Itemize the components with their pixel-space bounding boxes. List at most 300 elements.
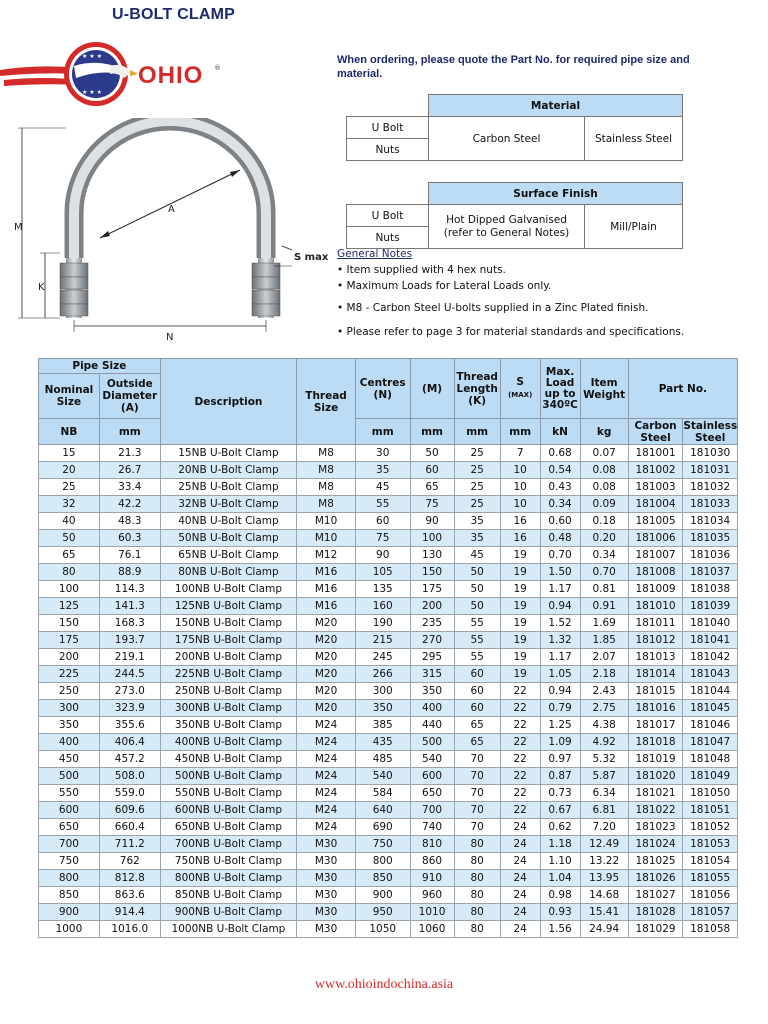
cell-stainless-part: 181037 — [683, 564, 738, 581]
material-table — [346, 94, 683, 249]
cell-carbon-part: 181005 — [628, 513, 683, 530]
cell-m: 90 — [410, 513, 454, 530]
cell-carbon-part: 181001 — [628, 445, 683, 462]
cell-s: 22 — [500, 717, 540, 734]
cell-nominal: 450 — [39, 751, 100, 768]
cell-weight: 6.81 — [580, 802, 628, 819]
material-nuts-label: Nuts — [347, 139, 429, 161]
cell-centres: 55 — [355, 496, 410, 513]
unit-centres: mm — [355, 419, 410, 445]
cell-load: 0.98 — [540, 887, 580, 904]
cell-thread-length: 70 — [454, 802, 500, 819]
dim-a-label: A — [168, 204, 175, 215]
cell-description: 400NB U-Bolt Clamp — [160, 734, 296, 751]
cell-thread-length: 80 — [454, 836, 500, 853]
cell-stainless-part: 181041 — [683, 632, 738, 649]
cell-s: 24 — [500, 870, 540, 887]
finish-mill: Mill/Plain — [585, 205, 683, 249]
cell-stainless-part: 181053 — [683, 836, 738, 853]
cell-od: 42.2 — [99, 496, 160, 513]
cell-stainless-part: 181055 — [683, 870, 738, 887]
dim-smax-label: S max — [294, 252, 329, 263]
table-row — [39, 700, 738, 717]
cell-thread: M8 — [297, 445, 356, 462]
cell-thread-length: 50 — [454, 581, 500, 598]
cell-thread: M8 — [297, 496, 356, 513]
cell-load: 0.34 — [540, 496, 580, 513]
cell-od: 26.7 — [99, 462, 160, 479]
table-row — [39, 445, 738, 462]
cell-weight: 0.81 — [580, 581, 628, 598]
cell-nominal: 100 — [39, 581, 100, 598]
cell-thread: M30 — [297, 853, 356, 870]
unit-load: kN — [540, 419, 580, 445]
cell-carbon-part: 181029 — [628, 921, 683, 938]
cell-m: 235 — [410, 615, 454, 632]
cell-weight: 0.09 — [580, 496, 628, 513]
cell-thread: M20 — [297, 632, 356, 649]
table-row — [39, 734, 738, 751]
cell-nominal: 200 — [39, 649, 100, 666]
cell-m: 1010 — [410, 904, 454, 921]
cell-s: 24 — [500, 904, 540, 921]
cell-thread: M24 — [297, 802, 356, 819]
cell-s: 7 — [500, 445, 540, 462]
cell-thread-length: 80 — [454, 904, 500, 921]
cell-od: 406.4 — [99, 734, 160, 751]
table-row — [39, 853, 738, 870]
cell-description: 40NB U-Bolt Clamp — [160, 513, 296, 530]
cell-weight: 5.32 — [580, 751, 628, 768]
cell-load: 0.62 — [540, 819, 580, 836]
table-row — [39, 904, 738, 921]
cell-s: 16 — [500, 513, 540, 530]
cell-thread: M16 — [297, 598, 356, 615]
cell-centres: 485 — [355, 751, 410, 768]
cell-carbon-part: 181002 — [628, 462, 683, 479]
table-row — [39, 802, 738, 819]
cell-load: 0.93 — [540, 904, 580, 921]
cell-weight: 13.22 — [580, 853, 628, 870]
cell-nominal: 125 — [39, 598, 100, 615]
cell-weight: 0.08 — [580, 462, 628, 479]
cell-stainless-part: 181045 — [683, 700, 738, 717]
cell-m: 1060 — [410, 921, 454, 938]
cell-description: 200NB U-Bolt Clamp — [160, 649, 296, 666]
cell-description: 100NB U-Bolt Clamp — [160, 581, 296, 598]
cell-s: 22 — [500, 683, 540, 700]
cell-thread: M30 — [297, 887, 356, 904]
cell-m: 960 — [410, 887, 454, 904]
cell-thread-length: 50 — [454, 598, 500, 615]
cell-od: 273.0 — [99, 683, 160, 700]
cell-load: 0.68 — [540, 445, 580, 462]
cell-s: 19 — [500, 547, 540, 564]
table-row — [39, 785, 738, 802]
finish-ubolt-label: U Bolt — [347, 205, 429, 227]
cell-thread-length: 55 — [454, 632, 500, 649]
unit-m: mm — [410, 419, 454, 445]
cell-description: 500NB U-Bolt Clamp — [160, 768, 296, 785]
cell-stainless-part: 181033 — [683, 496, 738, 513]
cell-thread-length: 25 — [454, 462, 500, 479]
cell-nominal: 50 — [39, 530, 100, 547]
cell-carbon-part: 181013 — [628, 649, 683, 666]
cell-thread: M30 — [297, 921, 356, 938]
cell-carbon-part: 181017 — [628, 717, 683, 734]
cell-thread: M16 — [297, 581, 356, 598]
header-item-weight: Item Weight — [580, 359, 628, 419]
header-thread-size: Thread Size — [297, 359, 356, 445]
cell-m: 75 — [410, 496, 454, 513]
cell-centres: 435 — [355, 734, 410, 751]
cell-thread-length: 80 — [454, 870, 500, 887]
cell-weight: 2.75 — [580, 700, 628, 717]
cell-centres: 75 — [355, 530, 410, 547]
cell-od: 457.2 — [99, 751, 160, 768]
cell-load: 1.18 — [540, 836, 580, 853]
cell-load: 0.67 — [540, 802, 580, 819]
cell-description: 125NB U-Bolt Clamp — [160, 598, 296, 615]
cell-stainless-part: 181032 — [683, 479, 738, 496]
cell-od: 355.6 — [99, 717, 160, 734]
cell-thread-length: 80 — [454, 921, 500, 938]
cell-nominal: 750 — [39, 853, 100, 870]
general-notes-title: General Notes — [337, 248, 413, 260]
cell-stainless-part: 181035 — [683, 530, 738, 547]
table-row — [39, 751, 738, 768]
table-row — [39, 598, 738, 615]
cell-nominal: 600 — [39, 802, 100, 819]
cell-m: 200 — [410, 598, 454, 615]
cell-m: 350 — [410, 683, 454, 700]
cell-carbon-part: 181004 — [628, 496, 683, 513]
cell-thread: M24 — [297, 768, 356, 785]
logo-registered-mark: ® — [214, 64, 221, 72]
cell-carbon-part: 181003 — [628, 479, 683, 496]
cell-load: 0.48 — [540, 530, 580, 547]
page-title: U-BOLT CLAMP — [112, 6, 235, 23]
cell-od: 508.0 — [99, 768, 160, 785]
cell-centres: 35 — [355, 462, 410, 479]
cell-thread-length: 65 — [454, 734, 500, 751]
cell-centres: 160 — [355, 598, 410, 615]
cell-thread-length: 70 — [454, 751, 500, 768]
table-row — [39, 547, 738, 564]
cell-m: 600 — [410, 768, 454, 785]
cell-thread: M20 — [297, 683, 356, 700]
cell-od: 863.6 — [99, 887, 160, 904]
cell-s: 19 — [500, 615, 540, 632]
cell-carbon-part: 181022 — [628, 802, 683, 819]
cell-description: 750NB U-Bolt Clamp — [160, 853, 296, 870]
cell-carbon-part: 181016 — [628, 700, 683, 717]
table-row — [39, 632, 738, 649]
cell-load: 1.04 — [540, 870, 580, 887]
cell-centres: 30 — [355, 445, 410, 462]
cell-thread-length: 55 — [454, 649, 500, 666]
cell-thread: M20 — [297, 666, 356, 683]
cell-carbon-part: 181012 — [628, 632, 683, 649]
cell-stainless-part: 181049 — [683, 768, 738, 785]
cell-od: 660.4 — [99, 819, 160, 836]
cell-weight: 1.85 — [580, 632, 628, 649]
cell-load: 0.94 — [540, 683, 580, 700]
cell-description: 225NB U-Bolt Clamp — [160, 666, 296, 683]
header-stainless-steel: Stainless Steel — [683, 419, 738, 444]
cell-description: 20NB U-Bolt Clamp — [160, 462, 296, 479]
cell-nominal: 20 — [39, 462, 100, 479]
cell-stainless-part: 181050 — [683, 785, 738, 802]
unit-od: mm — [99, 419, 160, 445]
cell-weight: 12.49 — [580, 836, 628, 853]
cell-centres: 950 — [355, 904, 410, 921]
note-item: • Item supplied with 4 hex nuts. — [337, 262, 757, 278]
table-row — [39, 479, 738, 496]
cell-thread-length: 65 — [454, 717, 500, 734]
table-row — [39, 887, 738, 904]
cell-m: 130 — [410, 547, 454, 564]
cell-description: 25NB U-Bolt Clamp — [160, 479, 296, 496]
cell-load: 1.17 — [540, 649, 580, 666]
cell-thread: M20 — [297, 649, 356, 666]
table-row — [39, 513, 738, 530]
header-outside-diameter: Outside Diameter (A) — [99, 374, 160, 419]
cell-thread-length: 60 — [454, 683, 500, 700]
table-row — [39, 496, 738, 513]
cell-od: 48.3 — [99, 513, 160, 530]
cell-stainless-part: 181043 — [683, 666, 738, 683]
cell-thread: M24 — [297, 785, 356, 802]
cell-od: 60.3 — [99, 530, 160, 547]
cell-nominal: 65 — [39, 547, 100, 564]
header-nominal-size: Nominal Size — [39, 374, 100, 419]
unit-thread-length: mm — [454, 419, 500, 445]
cell-stainless-part: 181054 — [683, 853, 738, 870]
cell-description: 32NB U-Bolt Clamp — [160, 496, 296, 513]
cell-centres: 135 — [355, 581, 410, 598]
cell-od: 559.0 — [99, 785, 160, 802]
header-pipe-size: Pipe Size — [39, 359, 161, 374]
footer-url[interactable]: www.ohioindochina.asia — [314, 977, 454, 992]
cell-description: 65NB U-Bolt Clamp — [160, 547, 296, 564]
cell-nominal: 80 — [39, 564, 100, 581]
cell-centres: 690 — [355, 819, 410, 836]
cell-thread-length: 70 — [454, 768, 500, 785]
cell-od: 21.3 — [99, 445, 160, 462]
unit-weight: kg — [580, 419, 628, 445]
note-item: • M8 - Carbon Steel U-bolts supplied in a Zinc Plated finish. — [337, 300, 757, 316]
cell-carbon-part: 181020 — [628, 768, 683, 785]
cell-m: 65 — [410, 479, 454, 496]
cell-od: 609.6 — [99, 802, 160, 819]
cell-nominal: 650 — [39, 819, 100, 836]
header-part-no: Part No. — [628, 359, 737, 419]
cell-thread: M24 — [297, 819, 356, 836]
cell-weight: 0.91 — [580, 598, 628, 615]
cell-od: 168.3 — [99, 615, 160, 632]
table-row — [39, 462, 738, 479]
cell-s: 10 — [500, 479, 540, 496]
spec-table-body — [39, 445, 738, 938]
cell-load: 1.17 — [540, 581, 580, 598]
cell-m: 540 — [410, 751, 454, 768]
finish-nuts-label: Nuts — [347, 227, 429, 249]
header-s-max: (MAX) — [508, 391, 533, 399]
cell-carbon-part: 181011 — [628, 615, 683, 632]
cell-nominal: 800 — [39, 870, 100, 887]
cell-weight: 0.34 — [580, 547, 628, 564]
cell-centres: 800 — [355, 853, 410, 870]
ordering-note: When ordering, please quote the Part No. for required pipe size and material. — [337, 54, 690, 80]
cell-thread: M8 — [297, 462, 356, 479]
cell-weight: 24.94 — [580, 921, 628, 938]
cell-carbon-part: 181009 — [628, 581, 683, 598]
cell-od: 711.2 — [99, 836, 160, 853]
cell-s: 19 — [500, 632, 540, 649]
cell-stainless-part: 181039 — [683, 598, 738, 615]
cell-thread: M30 — [297, 870, 356, 887]
cell-m: 50 — [410, 445, 454, 462]
table-row — [39, 564, 738, 581]
dim-k-label: K — [38, 282, 45, 293]
table-row — [39, 768, 738, 785]
cell-od: 914.4 — [99, 904, 160, 921]
cell-stainless-part: 181048 — [683, 751, 738, 768]
cell-description: 150NB U-Bolt Clamp — [160, 615, 296, 632]
svg-text:★ ★ ★: ★ ★ ★ — [82, 89, 102, 96]
cell-thread-length: 50 — [454, 564, 500, 581]
cell-s: 22 — [500, 734, 540, 751]
header-carbon-steel: Carbon Steel — [628, 419, 683, 445]
cell-description: 15NB U-Bolt Clamp — [160, 445, 296, 462]
cell-nominal: 350 — [39, 717, 100, 734]
cell-thread: M12 — [297, 547, 356, 564]
cell-od: 1016.0 — [99, 921, 160, 938]
cell-thread-length: 55 — [454, 615, 500, 632]
cell-weight: 5.87 — [580, 768, 628, 785]
cell-carbon-part: 181008 — [628, 564, 683, 581]
cell-od: 323.9 — [99, 700, 160, 717]
cell-carbon-part: 181010 — [628, 598, 683, 615]
cell-weight: 0.18 — [580, 513, 628, 530]
cell-weight: 0.20 — [580, 530, 628, 547]
cell-m: 740 — [410, 819, 454, 836]
cell-m: 810 — [410, 836, 454, 853]
table-row — [39, 615, 738, 632]
cell-description: 600NB U-Bolt Clamp — [160, 802, 296, 819]
cell-m: 270 — [410, 632, 454, 649]
cell-stainless-part: 181052 — [683, 819, 738, 836]
material-ubolt-label: U Bolt — [347, 117, 429, 139]
cell-od: 76.1 — [99, 547, 160, 564]
cell-description: 350NB U-Bolt Clamp — [160, 717, 296, 734]
cell-nominal: 175 — [39, 632, 100, 649]
cell-stainless-part: 181046 — [683, 717, 738, 734]
cell-carbon-part: 181006 — [628, 530, 683, 547]
cell-load: 0.70 — [540, 547, 580, 564]
cell-s: 24 — [500, 819, 540, 836]
cell-description: 250NB U-Bolt Clamp — [160, 683, 296, 700]
header-description: Description — [160, 359, 296, 445]
cell-od: 762 — [99, 853, 160, 870]
cell-load: 0.87 — [540, 768, 580, 785]
cell-od: 244.5 — [99, 666, 160, 683]
cell-m: 700 — [410, 802, 454, 819]
cell-s: 22 — [500, 768, 540, 785]
cell-centres: 1050 — [355, 921, 410, 938]
cell-centres: 900 — [355, 887, 410, 904]
cell-carbon-part: 181023 — [628, 819, 683, 836]
cell-load: 1.10 — [540, 853, 580, 870]
material-header: Material — [429, 95, 683, 117]
cell-s: 10 — [500, 496, 540, 513]
cell-thread-length: 70 — [454, 819, 500, 836]
cell-description: 650NB U-Bolt Clamp — [160, 819, 296, 836]
table-row — [39, 649, 738, 666]
cell-nominal: 550 — [39, 785, 100, 802]
cell-m: 400 — [410, 700, 454, 717]
cell-carbon-part: 181015 — [628, 683, 683, 700]
cell-s: 24 — [500, 853, 540, 870]
cell-thread: M16 — [297, 564, 356, 581]
svg-text:★ ★ ★: ★ ★ ★ — [82, 53, 102, 60]
cell-s: 19 — [500, 666, 540, 683]
note-item: • Maximum Loads for Lateral Loads only. — [337, 278, 757, 294]
cell-weight: 0.08 — [580, 479, 628, 496]
cell-s: 22 — [500, 700, 540, 717]
table-row — [39, 530, 738, 547]
cell-thread-length: 35 — [454, 530, 500, 547]
cell-m: 315 — [410, 666, 454, 683]
cell-description: 175NB U-Bolt Clamp — [160, 632, 296, 649]
cell-m: 175 — [410, 581, 454, 598]
cell-centres: 350 — [355, 700, 410, 717]
cell-carbon-part: 181026 — [628, 870, 683, 887]
cell-load: 0.43 — [540, 479, 580, 496]
table-row — [39, 836, 738, 853]
cell-s: 22 — [500, 802, 540, 819]
cell-thread: M24 — [297, 734, 356, 751]
cell-m: 650 — [410, 785, 454, 802]
cell-load: 0.60 — [540, 513, 580, 530]
cell-load: 1.25 — [540, 717, 580, 734]
cell-centres: 190 — [355, 615, 410, 632]
cell-centres: 90 — [355, 547, 410, 564]
cell-carbon-part: 181024 — [628, 836, 683, 853]
cell-stainless-part: 181034 — [683, 513, 738, 530]
cell-s: 24 — [500, 921, 540, 938]
cell-weight: 6.34 — [580, 785, 628, 802]
cell-thread-length: 60 — [454, 700, 500, 717]
ubolt-spec-table — [38, 358, 738, 938]
cell-m: 500 — [410, 734, 454, 751]
table-row — [39, 581, 738, 598]
cell-nominal: 40 — [39, 513, 100, 530]
cell-weight: 0.07 — [580, 445, 628, 462]
finish-galvanised: Hot Dipped Galvanised (refer to General Notes) — [429, 205, 585, 249]
dim-n-label: N — [166, 332, 174, 343]
cell-s: 19 — [500, 649, 540, 666]
cell-weight: 15.41 — [580, 904, 628, 921]
cell-nominal: 300 — [39, 700, 100, 717]
unit-nb: NB — [39, 419, 100, 445]
header-centres: Centres (N) — [355, 359, 410, 419]
cell-s: 16 — [500, 530, 540, 547]
cell-nominal: 700 — [39, 836, 100, 853]
finish-header: Surface Finish — [429, 183, 683, 205]
cell-nominal: 225 — [39, 666, 100, 683]
